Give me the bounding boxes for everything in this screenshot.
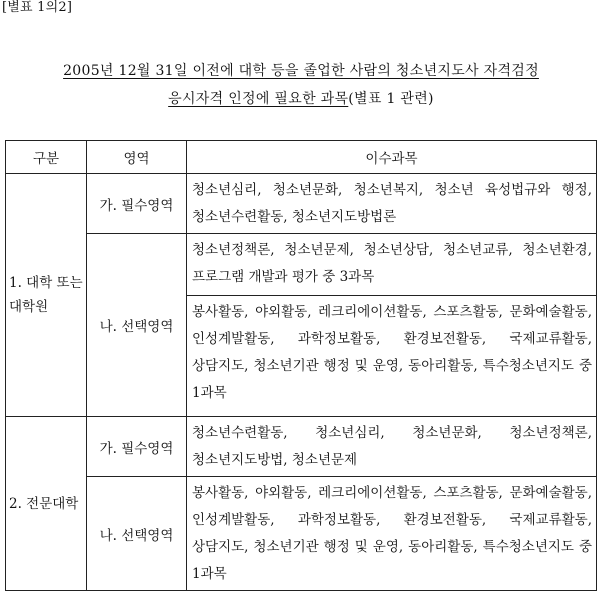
- course-requirements-table: [5, 140, 597, 591]
- header-category: 구분: [6, 141, 87, 174]
- courses-cell: 봉사활동, 야외활동, 레크리에이션활동, 스포츠활동, 문화예술활동, 인성계발활동, 과학정보활동, 환경보전활동, 국제교류활동, 상담지도, 청소년기관 행정 및 운영, 동아리활동, 특수청소년지도 중 1과목: [187, 296, 597, 417]
- header-domain: 영역: [87, 141, 187, 174]
- header-courses: 이수과목: [187, 141, 597, 174]
- table-row: [6, 174, 597, 234]
- domain-elective: 나. 선택영역: [87, 234, 187, 417]
- document-title-line-2: [0, 88, 602, 108]
- table-row: [6, 417, 597, 477]
- table-header-row: [6, 141, 597, 174]
- title-line-2-suffix: (별표 1 관련): [348, 91, 434, 107]
- document-title-line-1: [0, 60, 602, 80]
- area-university: 1. 대학 또는 대학원: [6, 174, 87, 417]
- courses-cell: 청소년정책론, 청소년문제, 청소년상담, 청소년교류, 청소년환경, 프로그램 개발과 평가 중 3과목: [187, 234, 597, 296]
- table-row: [6, 234, 597, 296]
- courses-cell: 봉사활동, 야외활동, 레크리에이션활동, 스포츠활동, 문화예술활동, 인성계발활동, 과학정보활동, 환경보전활동, 국제교류활동, 상담지도, 청소년기관 행정 및 운영, 동아리활동, 특수청소년지도 중 1과목: [187, 477, 597, 591]
- courses-cell: 청소년수련활동, 청소년심리, 청소년문화, 청소년정책론, 청소년지도방법, 청소년문제: [187, 417, 597, 477]
- table-row: [6, 477, 597, 591]
- courses-cell: 청소년심리, 청소년문화, 청소년복지, 청소년 육성법규와 행정, 청소년수련활동, 청소년지도방법론: [187, 174, 597, 234]
- title-line-2-text: 응시자격 인정에 필요한 과목: [168, 91, 349, 107]
- domain-required: 가. 필수영역: [87, 417, 187, 477]
- domain-elective: 나. 선택영역: [87, 477, 187, 591]
- area-college: 2. 전문대학: [6, 417, 87, 591]
- title-line-1-text: 2005년 12월 31일 이전에 대학 등을 졸업한 사람의 청소년지도사 자격검정: [63, 63, 539, 79]
- appendix-label: [별표 1의2]: [2, 0, 73, 15]
- domain-required: 가. 필수영역: [87, 174, 187, 234]
